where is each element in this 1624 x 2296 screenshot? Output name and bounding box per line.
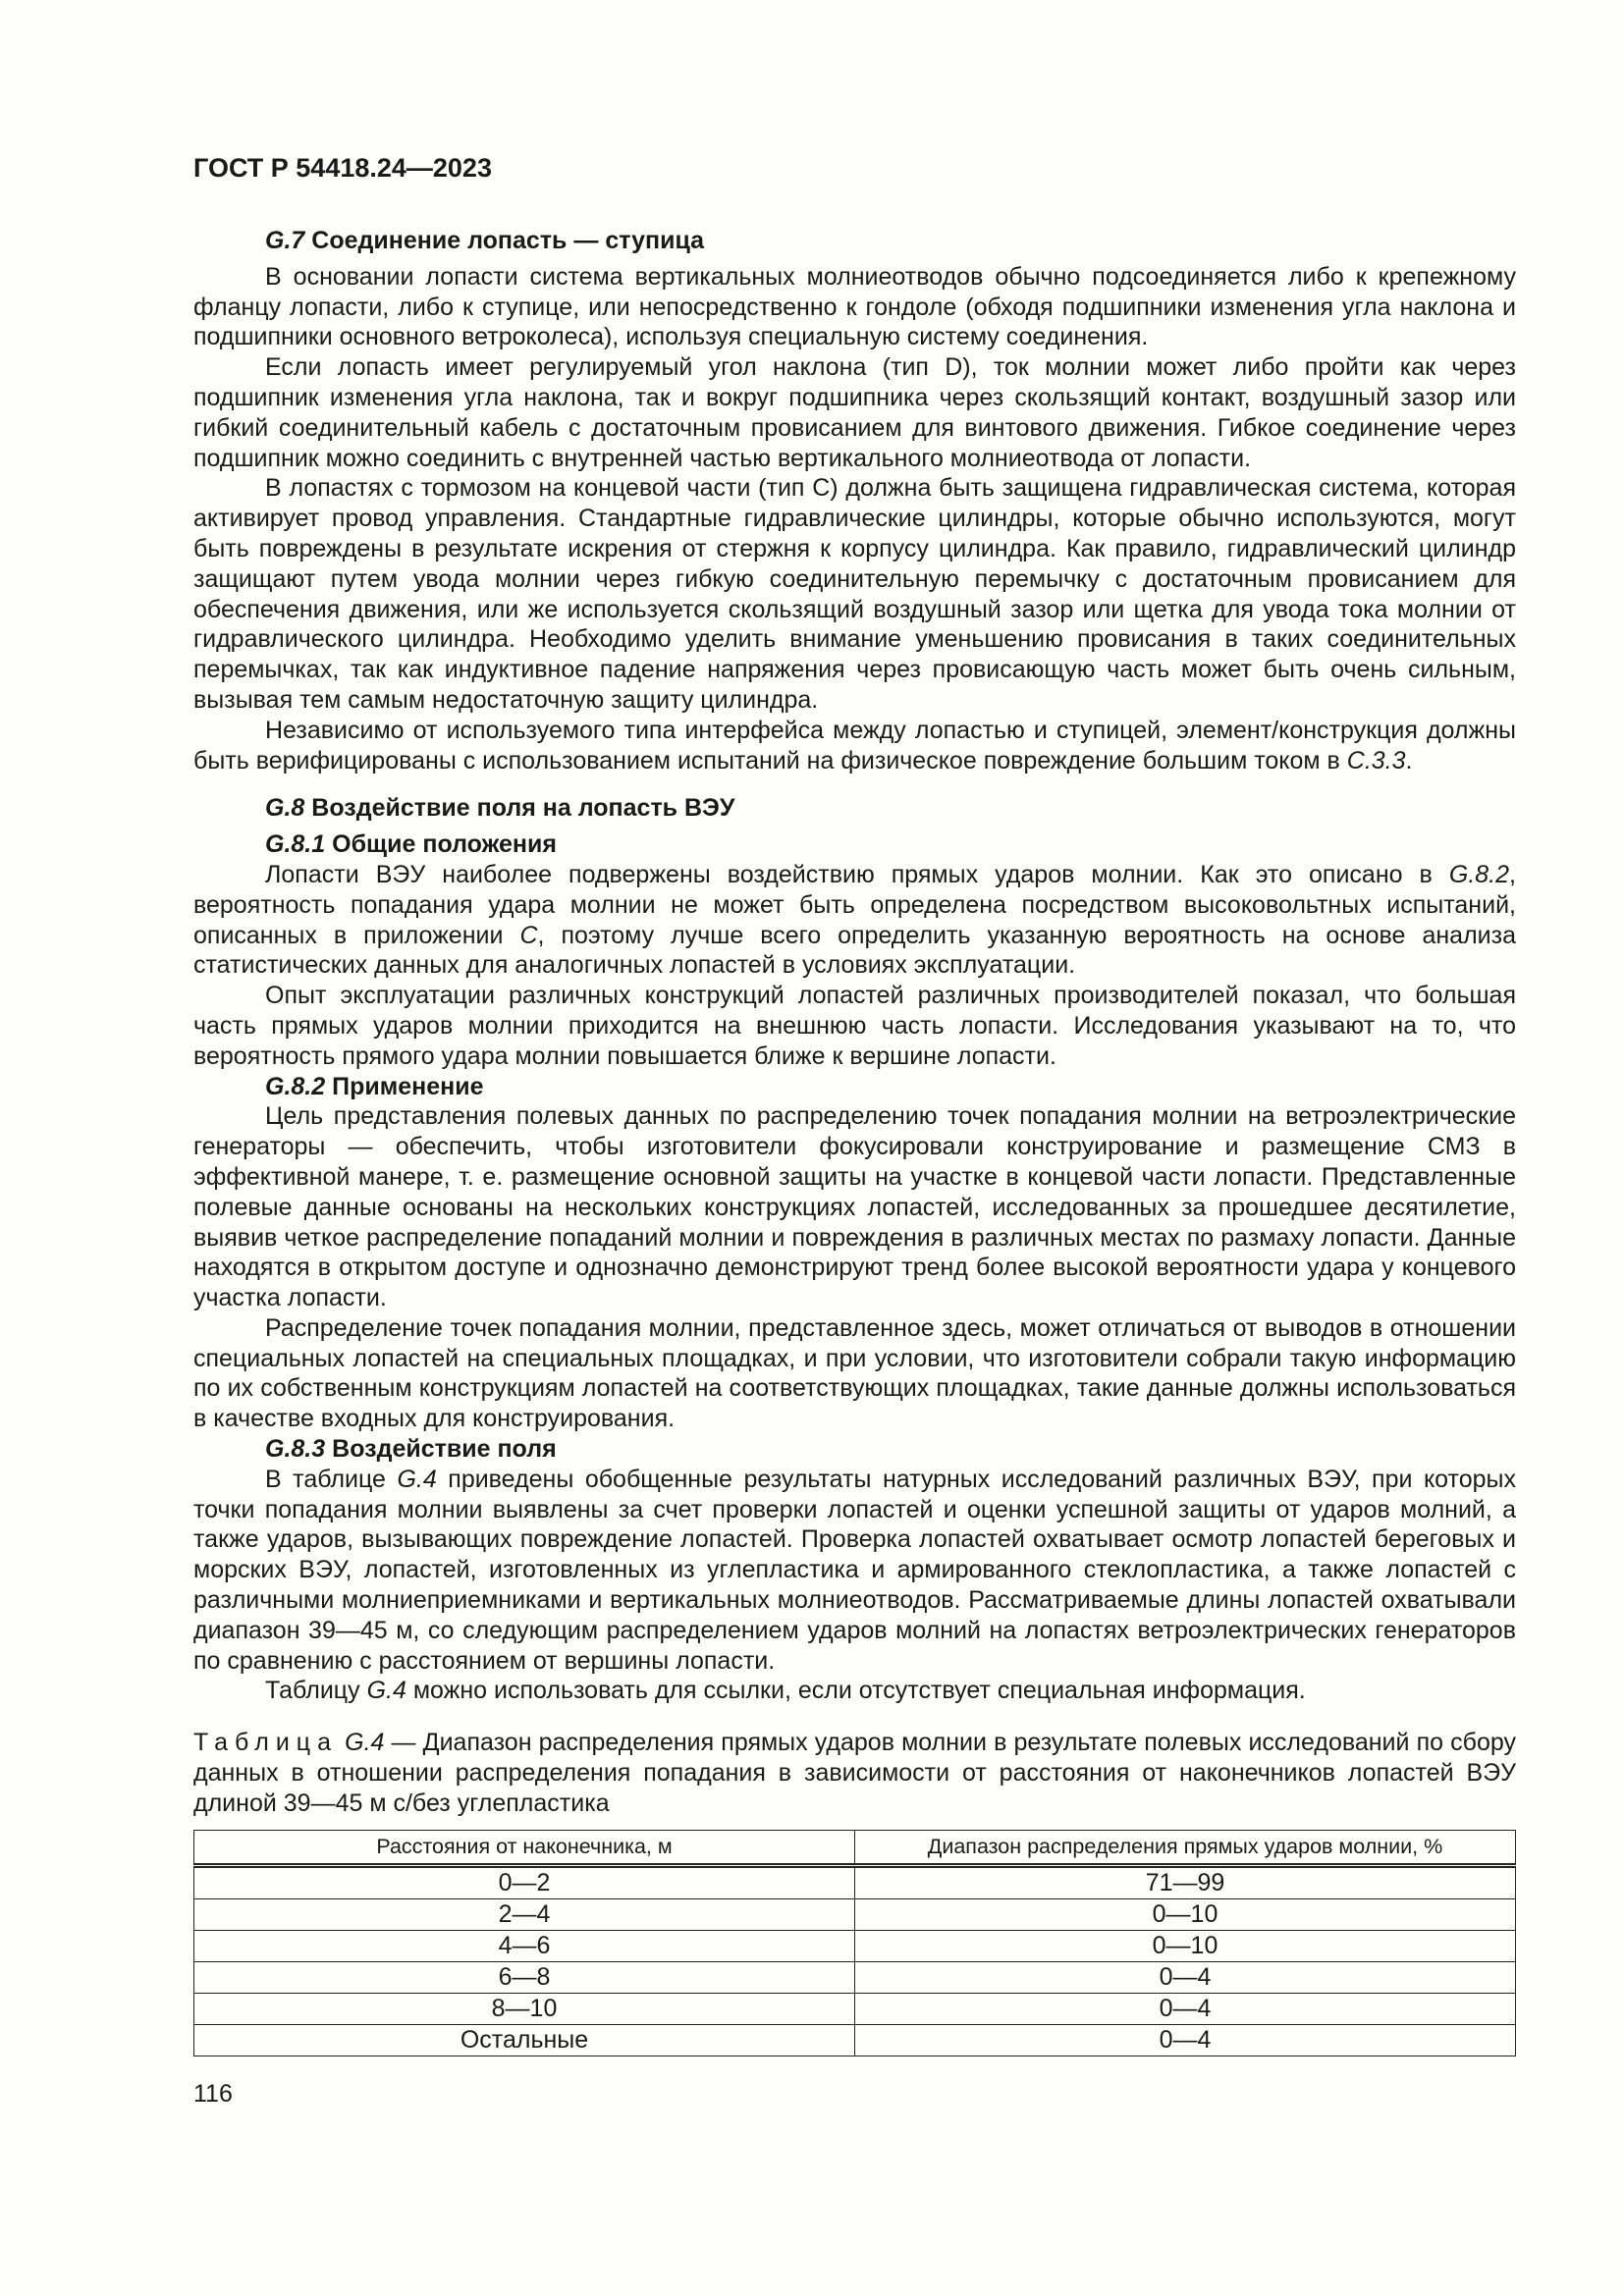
paragraph	[193, 716, 1516, 776]
section-title: Воздействие поля	[332, 1435, 557, 1464]
section-number: G.8.2	[265, 1072, 326, 1100]
paragraph-text: Независимо от используемого типа интерфейса между лопастью и ступицей, элемент/конструкция должны быть верифицированы с использованием испытаний на физическое повреждение большим током в	[193, 716, 1516, 774]
paragraph-text: можно использовать для ссылки, если отсутствует специальная информация.	[406, 1677, 1306, 1705]
section-heading	[193, 1434, 1516, 1465]
paragraph-text: Цель представления полевых данных по распределению точек попадания молнии на ветроэлектрические генераторы — обеспечить, чтобы изготовители фокусировали конструирование и размещение СМЗ в эффективной манере, т. е. размещение основной защиты на участке в концевой части лопасти. Представленные полевые данные основаны на нескольких конструкциях лопастей, исследованных за прошедшее десятилетие, выявив четкое распределение попаданий молнии и повреждения в различных местах по размаху лопасти. Данные находятся в открытом доступе и однозначно демонстрируют тренд более высокой вероятности удара у концевого участка лопасти.	[193, 1102, 1516, 1312]
table-row	[194, 1961, 1516, 1993]
cross-reference: G.8.2	[1448, 860, 1510, 888]
cross-reference: C	[519, 921, 538, 949]
paragraph	[193, 1313, 1516, 1434]
table-body	[194, 1865, 1516, 2056]
section-number: G.8.3	[265, 1435, 326, 1464]
section-title: Соединение лопасть — ступица	[311, 227, 705, 254]
paragraph-text: Таблицу	[265, 1677, 367, 1705]
page-body	[193, 226, 1516, 1706]
table-caption-label: Таблица	[193, 1729, 339, 1757]
document-id-header: ГОСТ Р 54418.24—2023	[193, 153, 492, 183]
paragraph-text: Если лопасть имеет регулируемый угол наклона (тип D), ток молнии может либо пройти как через подшипник изменения угла наклона, так и вокруг подшипника через скользящий контакт, воздушный зазор или гибкий соединительный кабель с достаточным провисанием для винтового движения. Гибкое соединение через подшипник можно соединить с внутренней частью вертикального молниеотвода от лопасти.	[193, 353, 1516, 472]
paragraph	[193, 1676, 1516, 1706]
distance-cell: 2—4	[194, 1898, 855, 1930]
table-header-distance: Расстояния от наконечника, м	[194, 1830, 855, 1865]
paragraph-text: , поэтому лучше всего определить указанную вероятность на основе анализа статистических данных для аналогичных лопастей в условиях эксплуатации.	[193, 921, 1516, 980]
strike-range-cell: 0—10	[855, 1930, 1516, 1961]
paragraph-text: .	[1405, 746, 1413, 774]
data-table	[193, 1830, 1516, 2056]
distance-cell: 8—10	[194, 1993, 855, 2024]
section-heading	[193, 226, 1516, 256]
paragraph	[193, 262, 1516, 352]
distance-cell: 6—8	[194, 1961, 855, 1993]
paragraph-text: приведены обобщенные результаты натурных исследований различных ВЭУ, при которых точки попадания молнии выявлены за счет проверки лопастей и оценки успешной защиты от ударов молний, а также ударов, вызывающих повреждение лопастей. Проверка лопастей охватывает осмотр лопастей береговых и морских ВЭУ, лопастей, изготовленных из углепластика и армированного стеклопластика, а также лопастей с различными молниеприемниками и вертикальных молниеотводов. Рассматриваемые длины лопастей охватывали диапазон 39—45 м, со следующим распределением ударов молний на лопастях ветроэлектрических генераторов по сравнению с расстоянием от вершины лопасти.	[193, 1465, 1516, 1675]
table-header-row	[194, 1830, 1516, 1865]
table-row	[194, 2024, 1516, 2056]
section-heading	[193, 1072, 1516, 1102]
paragraph	[193, 981, 1516, 1071]
paragraph	[193, 1101, 1516, 1313]
paragraph-text: Опыт эксплуатации различных конструкций лопастей различных производителей показал, что большая часть прямых ударов молнии приходится на внешнюю часть лопасти. Исследования указывают на то, что вероятность прямого удара молнии повышается ближе к вершине лопасти.	[193, 982, 1516, 1070]
section-title: Общие положения	[332, 830, 557, 859]
section-number: G.7	[265, 227, 305, 254]
table-row	[194, 1898, 1516, 1930]
table-caption-text: — Диапазон распределения прямых ударов молнии в результате полевых исследований по сбору данных в отношении распределения попадания в зависимости от расстояния от наконечников лопастей ВЭУ длиной 39—45 м с/без углепластика	[193, 1729, 1516, 1817]
paragraph-text: В лопастях с тормозом на концевой части (тип C) должна быть защищена гидравлическая система, которая активирует провод управления. Стандартные гидравлические цилиндры, которые обычно используются, могут быть повреждены в результате искрения от стержня к корпусу цилиндра. Как правило, гидравлический цилиндр защищают путем увода молнии через гибкую соединительную перемычку с достаточным провисанием для обеспечения движения, или же используется скользящий воздушный зазор или щетка для увода тока молнии от гидравлического цилиндра. Необходимо уделить внимание уменьшению провисания в таких соединительных перемычках, так как индуктивное падение напряжения через провисающую часть может быть очень сильным, вызывая тем самым недостаточную защиту цилиндра.	[193, 474, 1516, 714]
distance-cell: 4—6	[194, 1930, 855, 1961]
distance-cell: Остальные	[194, 2024, 855, 2056]
paragraph-text: В таблице	[265, 1465, 398, 1493]
table-row	[194, 1865, 1516, 1898]
paragraph	[193, 473, 1516, 715]
table-header-strike-range: Диапазон распределения прямых ударов молнии, %	[855, 1830, 1516, 1865]
paragraph-text: Лопасти ВЭУ наиболее подвержены воздействию прямых ударов молнии. Как это описано в	[265, 860, 1449, 888]
section-heading	[193, 793, 1516, 824]
strike-range-cell: 0—4	[855, 2024, 1516, 2056]
paragraph-text: В основании лопасти система вертикальных молниеотводов обычно подсоединяется либо к крепежному фланцу лопасти, либо к ступице, или непосредственно к гондоле (обходя подшипники изменения угла наклона и подшипники основного ветроколеса), используя специальную систему соединения.	[193, 262, 1516, 351]
cross-reference: C.3.3	[1346, 746, 1406, 774]
paragraph	[193, 352, 1516, 473]
paragraph-text: , вероятность попадания удара молнии не может быть определена посредством высоковольтных испытаний, описанных в приложении	[193, 860, 1516, 949]
table-caption	[193, 1728, 1516, 1818]
section-title: Применение	[332, 1072, 484, 1100]
section-number: G.8	[265, 794, 305, 823]
distance-cell: 0—2	[194, 1865, 855, 1898]
paragraph	[193, 860, 1516, 981]
cross-reference: G.4	[366, 1677, 406, 1705]
paragraph	[193, 1465, 1516, 1677]
cross-reference: G.4	[397, 1465, 437, 1493]
strike-range-cell: 71—99	[855, 1865, 1516, 1898]
paragraph-text: Распределение точек попадания молнии, представленное здесь, может отличаться от выводов в отношении специальных лопастей на специальных площадках, и при условии, что изготовители собрали такую информацию по их собственным конструкциям лопастей на соответствующих площадках, такие данные должны использоваться в качестве входных для конструирования.	[193, 1313, 1516, 1433]
section-heading	[193, 829, 1516, 860]
strike-range-cell: 0—10	[855, 1898, 1516, 1930]
table-row	[194, 1993, 1516, 2024]
section-number: G.8.1	[265, 830, 326, 859]
strike-range-cell: 0—4	[855, 1993, 1516, 2024]
page-number: 116	[193, 2079, 233, 2108]
section-title: Воздействие поля на лопасть ВЭУ	[311, 794, 735, 823]
strike-range-cell: 0—4	[855, 1961, 1516, 1993]
table-caption-number: G.4	[345, 1729, 385, 1757]
table-row	[194, 1930, 1516, 1961]
